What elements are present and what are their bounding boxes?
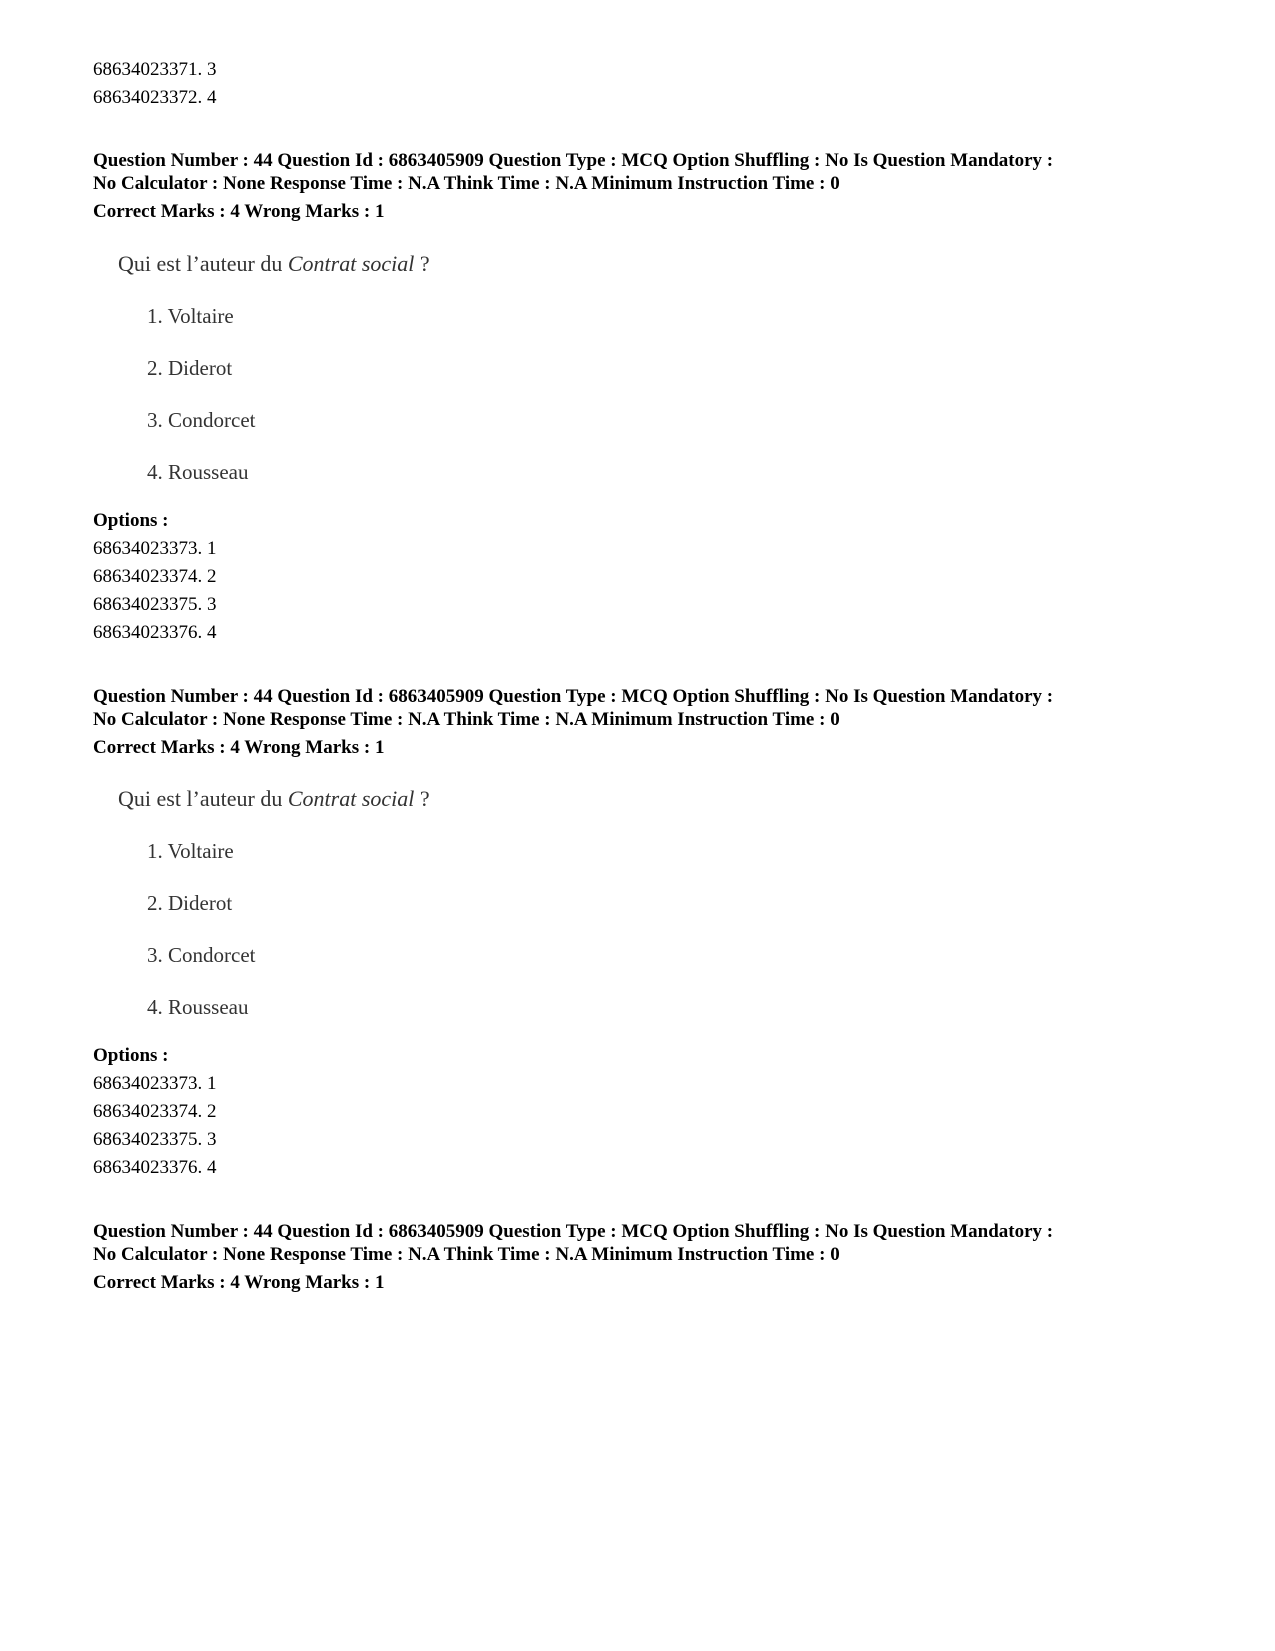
option-line: 68634023371. 3	[93, 59, 217, 80]
question-text: Qui est l’auteur du Contrat social ?	[118, 786, 430, 811]
option-line: 68634023373. 1	[93, 1073, 217, 1094]
answer-choice: 2. Diderot	[147, 356, 233, 380]
question-marks: Correct Marks : 4 Wrong Marks : 1	[93, 1272, 385, 1293]
question-header: No Calculator : None Response Time : N.A Think Time : N.A Minimum Instruction Time : 0	[93, 709, 840, 730]
option-line: 68634023374. 2	[93, 1101, 217, 1122]
question-marks: Correct Marks : 4 Wrong Marks : 1	[93, 737, 385, 758]
answer-choice: 1. Voltaire	[147, 839, 234, 863]
answer-choice: 4. Rousseau	[147, 995, 249, 1019]
answer-choice: 3. Condorcet	[147, 943, 256, 967]
question-marks: Correct Marks : 4 Wrong Marks : 1	[93, 201, 385, 222]
option-line: 68634023374. 2	[93, 566, 217, 587]
question-header: Question Number : 44 Question Id : 6863405909 Question Type : MCQ Option Shuffling : No Is Question Mandatory :	[93, 150, 1054, 171]
question-italic: Contrat social	[287, 786, 415, 811]
question-text: Qui est l’auteur du Contrat social ?	[118, 251, 430, 276]
option-line: 68634023372. 4	[93, 87, 217, 108]
options-label: Options :	[93, 510, 169, 531]
option-line: 68634023375. 3	[93, 1129, 217, 1150]
option-line: 68634023376. 4	[93, 622, 217, 643]
question-header: No Calculator : None Response Time : N.A Think Time : N.A Minimum Instruction Time : 0	[93, 173, 840, 194]
options-label: Options :	[93, 1045, 169, 1066]
option-line: 68634023375. 3	[93, 594, 217, 615]
question-header: Question Number : 44 Question Id : 6863405909 Question Type : MCQ Option Shuffling : No Is Question Mandatory :	[93, 686, 1054, 707]
question-italic: Contrat social	[287, 251, 415, 276]
option-line: 68634023373. 1	[93, 538, 217, 559]
option-line: 68634023376. 4	[93, 1157, 217, 1178]
question-header: No Calculator : None Response Time : N.A Think Time : N.A Minimum Instruction Time : 0	[93, 1244, 840, 1265]
answer-choice: 1. Voltaire	[147, 304, 234, 328]
answer-choice: 2. Diderot	[147, 891, 233, 915]
answer-choice: 4. Rousseau	[147, 460, 249, 484]
answer-choice: 3. Condorcet	[147, 408, 256, 432]
question-header: Question Number : 44 Question Id : 6863405909 Question Type : MCQ Option Shuffling : No Is Question Mandatory :	[93, 1221, 1054, 1242]
